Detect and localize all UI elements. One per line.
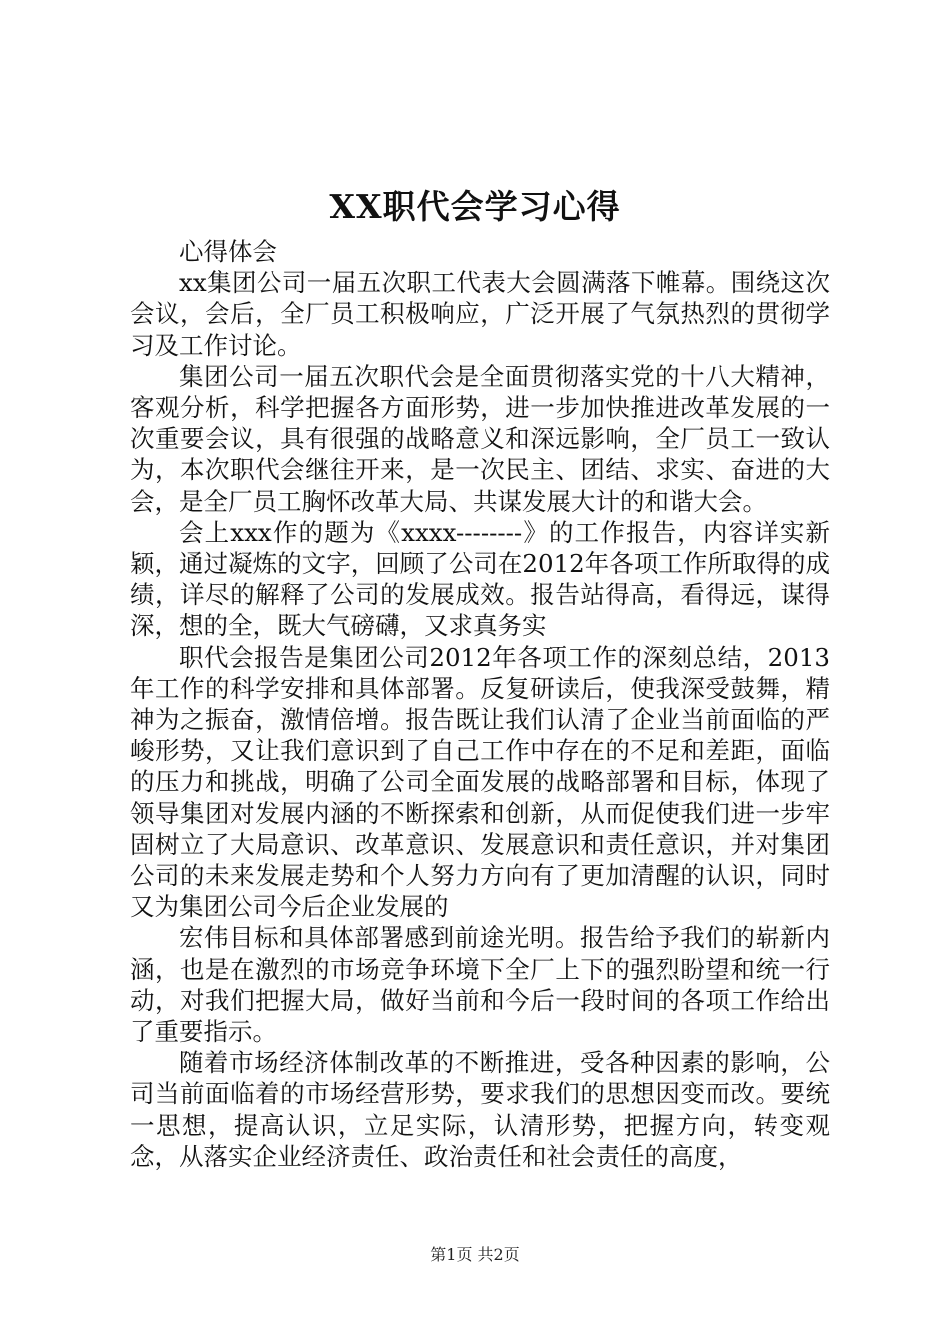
paragraph: xx集团公司一届五次职工代表大会圆满落下帷幕。围绕这次会议，会后，全厂员工积极响应，广泛开展了气氛热烈的贯彻学习及工作讨论。	[130, 268, 830, 360]
paragraph: 职代会报告是集团公司2012年各项工作的深刻总结，2013年工作的科学安排和具体部署。反复研读后，使我深受鼓舞，精神为之振奋，激情倍增。报告既让我们认清了企业当前面临的严峻形势，又让我们意识到了自己工作中存在的不足和差距，面临的压力和挑战，明确了公司全面发展的战略部署和目标，体现了领导集团对发展内涵的不断探索和创新，从而促使我们进一步牢固树立了大局意识、改革意识、发展意识和责任意识，并对集团公司的未来发展走势和个人努力方向有了更加清醒的认识，同时又为集团公司今后企业发展的	[130, 642, 830, 922]
paragraph: 会上xxx作的题为《xxxx--------》的工作报告，内容详实新颖，通过凝炼的文字，回顾了公司在2012年各项工作所取得的成绩，详尽的解释了公司的发展成效。报告站得高，看得远，谋得深，想的全，既大气磅礴，又求真务实	[130, 517, 830, 641]
paragraph: 宏伟目标和具体部署感到前途光明。报告给予我们的崭新内涵，也是在激烈的市场竞争环境下全厂上下的强烈盼望和统一行动，对我们把握大局，做好当前和今后一段时间的各项工作给出了重要指示。	[130, 923, 830, 1047]
page-footer: 第1页 共2页	[430, 1245, 520, 1264]
document-title: XX职代会学习心得	[329, 187, 621, 226]
paragraph-heading: 心得体会	[179, 237, 277, 266]
paragraph: 随着市场经济体制改革的不断推进，受各种因素的影响，公司当前面临着的市场经营形势，要求我们的思想因变而改。要统一思想，提高认识，立足实际，认清形势，把握方向，转变观念，从落实企业经济责任、政治责任和社会责任的高度，	[130, 1048, 830, 1171]
paragraph: 集团公司一届五次职代会是全面贯彻落实党的十八大精神，客观分析，科学把握各方面形势，进一步加快推进改革发展的一次重要会议，具有很强的战略意义和深远影响，全厂员工一致认为，本次职代会继往开来，是一次民主、团结、求实、奋进的大会，是全厂员工胸怀改革大局、共谋发展大计的和谐大会。	[130, 361, 830, 516]
document-body	[130, 236, 830, 1172]
